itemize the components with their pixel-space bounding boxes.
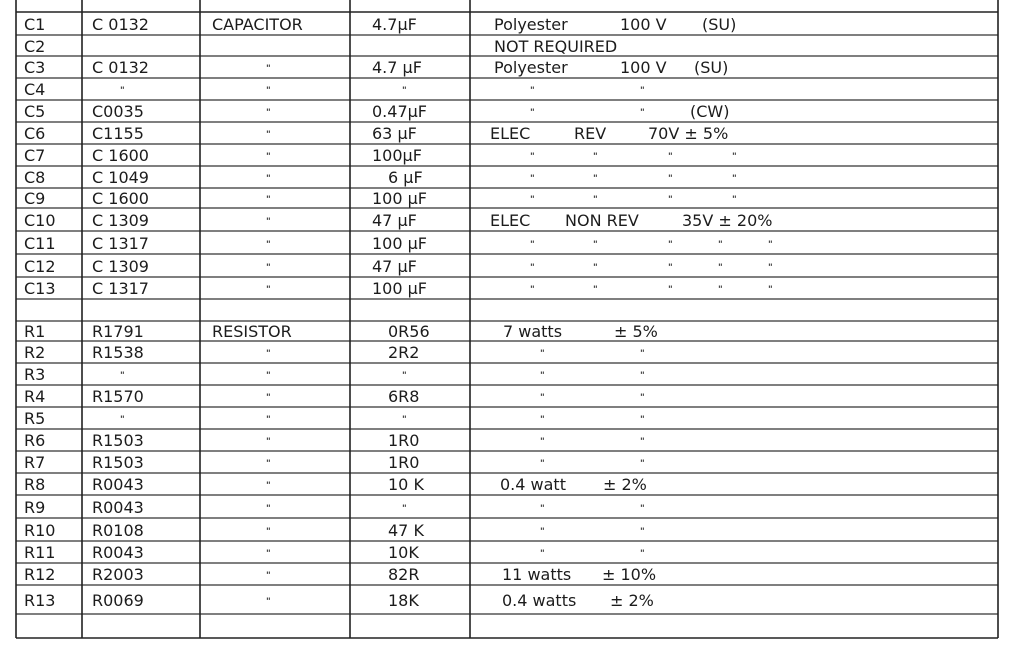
part-number-cell: C 1049 [92,168,149,187]
ref-cell: C3 [24,58,46,77]
ref-cell: R10 [24,521,56,540]
ditto-mark: " [593,174,598,184]
ditto-mark: " [266,527,271,537]
specification-cell: REV [574,124,607,143]
part-number-cell: R0043 [92,543,144,562]
value-cell: 10K [388,543,419,562]
specification-cell: 35V ± 20% [682,211,773,230]
ditto-mark: " [266,459,271,469]
value-cell: 6 µF [388,168,423,187]
ditto-mark: " [640,371,645,381]
specification-cell: 100 V [620,58,667,77]
ditto-mark: " [640,415,645,425]
ditto-mark: " [266,64,271,74]
value-cell: 47 K [388,521,424,540]
ref-cell: R5 [24,409,46,428]
specification-cell: 100 V [620,15,667,34]
part-number-cell: R0043 [92,475,144,494]
ditto-mark: " [266,130,271,140]
ref-cell: R13 [24,591,56,610]
ditto-mark: " [593,195,598,205]
ref-cell: C11 [24,234,56,253]
ditto-mark: " [120,86,125,96]
ditto-mark: " [640,86,645,96]
ditto-mark: " [540,459,545,469]
ditto-mark: " [120,415,125,425]
ref-cell: C5 [24,102,46,121]
ditto-mark: " [266,174,271,184]
ref-cell: R1 [24,322,46,341]
ditto-mark: " [640,504,645,514]
ditto-mark: " [402,415,407,425]
ditto-mark: " [120,371,125,381]
part-number-cell: C 1600 [92,146,149,165]
ditto-mark: " [266,393,271,403]
ref-cell: R9 [24,498,46,517]
ditto-mark: " [668,285,673,295]
ditto-mark: " [402,86,407,96]
ditto-mark: " [640,108,645,118]
ditto-mark: " [266,597,271,607]
specification-cell: ± 2% [610,591,654,610]
ditto-mark: " [266,285,271,295]
ref-cell: R7 [24,453,46,472]
value-cell: 10 K [388,475,424,494]
ditto-mark: " [540,527,545,537]
value-cell: 6R8 [388,387,420,406]
ditto-mark: " [530,195,535,205]
ditto-mark: " [640,349,645,359]
ref-cell: R2 [24,343,46,362]
component-type-cell: CAPACITOR [212,15,303,34]
ditto-mark: " [266,195,271,205]
ref-cell: R3 [24,365,46,384]
ref-cell: C9 [24,189,46,208]
ditto-mark: " [540,371,545,381]
value-cell: 100 µF [372,234,428,253]
value-cell: 18K [388,591,419,610]
ditto-mark: " [718,263,723,273]
specification-cell: ELEC [490,124,531,143]
part-number-cell: C 1309 [92,257,149,276]
ditto-mark: " [732,195,737,205]
ref-cell: C7 [24,146,46,165]
ref-cell: C13 [24,279,56,298]
ditto-mark: " [530,174,535,184]
ditto-mark: " [593,263,598,273]
part-number-cell: R1570 [92,387,144,406]
ref-cell: C2 [24,37,46,56]
specification-cell: 7 watts [503,322,563,341]
ditto-mark: " [266,437,271,447]
ditto-mark: " [540,393,545,403]
ref-cell: C8 [24,168,46,187]
part-number-cell: R0043 [92,498,144,517]
value-cell: 82R [388,565,420,584]
ditto-mark: " [768,285,773,295]
part-number-cell: R2003 [92,565,144,584]
ditto-mark: " [593,240,598,250]
part-number-cell: R1503 [92,453,144,472]
ditto-mark: " [266,152,271,162]
ditto-mark: " [768,263,773,273]
part-number-cell: R1503 [92,431,144,450]
specification-cell: (SU) [694,58,729,77]
ref-cell: R12 [24,565,56,584]
value-cell: 100 µF [372,279,428,298]
ditto-mark: " [530,285,535,295]
ditto-mark: " [540,549,545,559]
ditto-mark: " [768,240,773,250]
ditto-mark: " [266,263,271,273]
ditto-mark: " [266,481,271,491]
value-cell: 0R56 [388,322,430,341]
value-cell: 1R0 [388,453,420,472]
specification-cell: Polyester [494,58,568,77]
specification-cell: 70V ± 5% [648,124,729,143]
value-cell: 63 µF [372,124,417,143]
ref-cell: R8 [24,475,46,494]
ref-cell: C1 [24,15,46,34]
ditto-mark: " [732,152,737,162]
part-number-cell: C 1309 [92,211,149,230]
ditto-mark: " [266,504,271,514]
ref-cell: C10 [24,211,56,230]
ditto-mark: " [540,349,545,359]
specification-cell: 11 watts [502,565,572,584]
value-cell: 100µF [372,146,422,165]
specification-cell: (CW) [690,102,730,121]
ditto-mark: " [266,349,271,359]
ditto-mark: " [718,240,723,250]
ditto-mark: " [530,240,535,250]
ditto-mark: " [668,240,673,250]
ditto-mark: " [530,86,535,96]
ditto-mark: " [266,371,271,381]
ditto-mark: " [640,527,645,537]
ref-cell: R11 [24,543,56,562]
specification-cell: (SU) [702,15,737,34]
specification-cell: Polyester [494,15,568,34]
part-number-cell: C0035 [92,102,144,121]
ditto-mark: " [640,549,645,559]
ditto-mark: " [530,108,535,118]
ditto-mark: " [530,263,535,273]
specification-cell: ± 2% [603,475,647,494]
value-cell: 0.47µF [372,102,428,121]
part-number-cell: R1791 [92,322,144,341]
part-number-cell: C 1600 [92,189,149,208]
ditto-mark: " [266,108,271,118]
value-cell: 47 µF [372,257,417,276]
ditto-mark: " [668,152,673,162]
ditto-mark: " [718,285,723,295]
ditto-mark: " [266,217,271,227]
ditto-mark: " [402,371,407,381]
value-cell: 2R2 [388,343,420,362]
ditto-mark: " [668,263,673,273]
part-number-cell: R1538 [92,343,144,362]
ditto-mark: " [266,571,271,581]
specification-cell: NOT REQUIRED [494,37,618,56]
ditto-mark: " [593,152,598,162]
ditto-mark: " [540,415,545,425]
ditto-mark: " [266,549,271,559]
part-number-cell: C1155 [92,124,144,143]
ditto-mark: " [640,393,645,403]
ditto-mark: " [402,504,407,514]
ditto-mark: " [732,174,737,184]
ref-cell: C4 [24,80,46,99]
ditto-mark: " [530,152,535,162]
value-cell: 100 µF [372,189,428,208]
ref-cell: R4 [24,387,46,406]
specification-cell: ELEC [490,211,531,230]
value-cell: 47 µF [372,211,417,230]
ditto-mark: " [640,437,645,447]
ditto-mark: " [593,285,598,295]
ditto-mark: " [540,437,545,447]
ditto-mark: " [668,195,673,205]
ref-cell: R6 [24,431,46,450]
value-cell: 1R0 [388,431,420,450]
part-number-cell: C 1317 [92,279,149,298]
ditto-mark: " [266,240,271,250]
specification-cell: ± 10% [602,565,657,584]
value-cell: 4.7 µF [372,58,422,77]
ditto-mark: " [668,174,673,184]
part-number-cell: R0108 [92,521,144,540]
ditto-mark: " [266,86,271,96]
ditto-mark: " [540,504,545,514]
ref-cell: C12 [24,257,56,276]
part-number-cell: C 1317 [92,234,149,253]
specification-cell: 0.4 watt [500,475,566,494]
ref-cell: C6 [24,124,46,143]
specification-cell: 0.4 watts [502,591,577,610]
part-number-cell: C 0132 [92,15,149,34]
ditto-mark: " [266,415,271,425]
part-number-cell: C 0132 [92,58,149,77]
ditto-mark: " [640,459,645,469]
component-type-cell: RESISTOR [212,322,292,341]
specification-cell: ± 5% [614,322,658,341]
value-cell: 4.7µF [372,15,417,34]
part-number-cell: R0069 [92,591,144,610]
specification-cell: NON REV [565,211,639,230]
